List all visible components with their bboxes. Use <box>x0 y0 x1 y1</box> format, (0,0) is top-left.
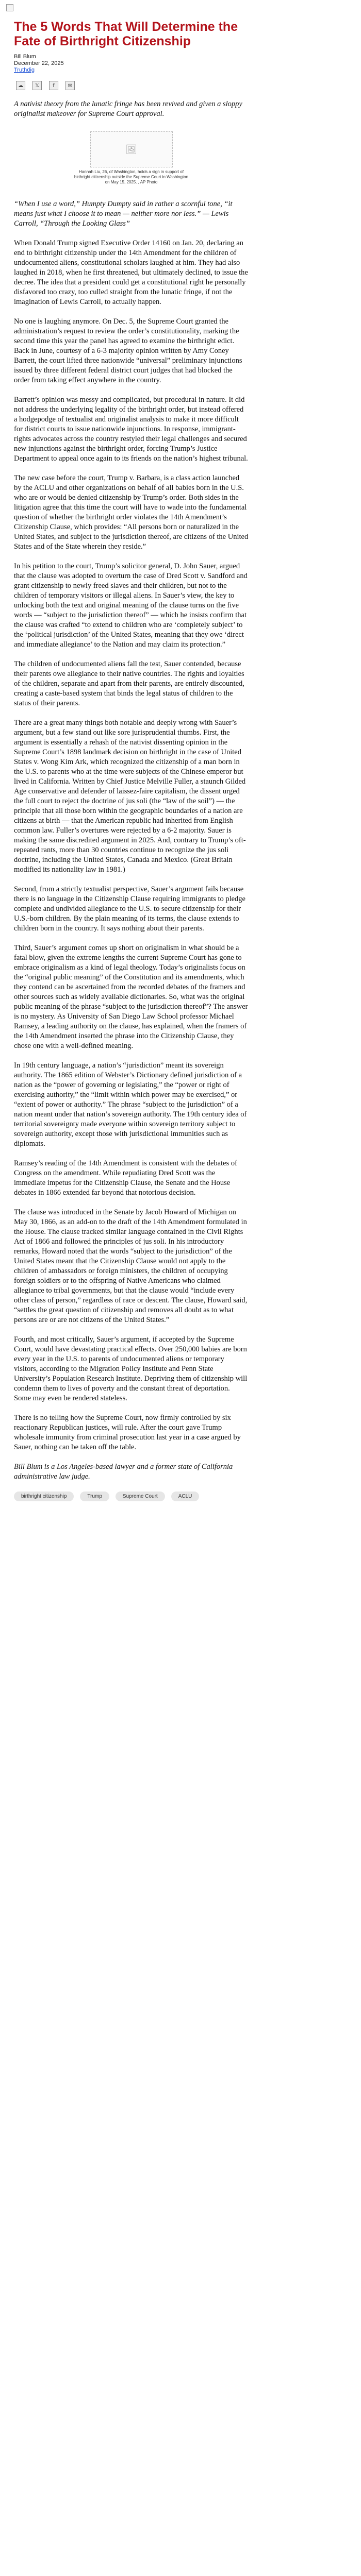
broken-image-icon <box>6 4 13 11</box>
article <box>14 20 249 1501</box>
article-title: The 5 Words That Will Determine the Fate of Birthright Citizenship <box>14 20 238 48</box>
article-image: 🖼 <box>90 131 173 167</box>
paragraph-9: Second, from a strictly textualist perspective, Sauer’s argument fails because there is no language in the Citizenship Clause requiring immigrants to pledge complete and undivided allegiance to the U.S. to secure citizenship for their U.S.-born children. By the plain meaning of its terms, the clause extends to children born in the country. It says nothing about their parents. <box>14 885 245 933</box>
paragraph-5: The new case before the court, Trump v. Barbara, is a class action launched by the ACLU and other organizations on behalf of all babies born in the U.S. who are or would be denied citizenship by Trump’s order. Both sides in the litigation agree that this time the court will have to wade into the fundamental question of whether the birthright order violates the 14th Amendment’s Citizenship Clause, which provides: “All persons born or naturalized in the United States, and subject to the jurisdiction thereof, are citizens of the United States and of the State wherein they reside.” <box>14 474 249 551</box>
byline <box>14 54 249 74</box>
tag-supreme-court[interactable]: Supreme Court <box>116 1492 165 1501</box>
tag-birthright-citizenship[interactable]: birthright citizenship <box>14 1492 74 1501</box>
paragraph-14: Fourth, and most critically, Sauer’s argument, if accepted by the Supreme Court, would have devastating practical effects. Over 250,000 babies are born every year in the U.S. to parents of undocumented aliens or temporary visitors, according to the Migration Policy Institute and Penn State University’s Population Research Institute. Depriving them of citizenship will condemn them to lives of poverty and the constant threat of deportation. Some may even be rendered stateless. <box>14 1335 248 1402</box>
twitter-icon[interactable]: 𝕏 <box>32 81 42 90</box>
paragraph-13: The clause was introduced in the Senate by Jacob Howard of Michigan on May 30, 1866, as an add-on to the draft of the 14th Amendment formulated in the House. The clause tracked similar language contained in the Civil Rights Act of 1866 and followed the principles of jus soli. In his introductory remarks, Howard noted that the words “subject to the jurisdiction” of the United States meant that the Citizenship Clause would not apply to the children of ambassadors or foreign ministers, the children of occupying foreign soldiers or to the offspring of Native Americans who claimed allegiance to tribal governments, but that the clause would “include every other class of person,” regardless of race or descent. The clause, Howard said, “settles the great question of citizenship and removes all doubt as to what persons are or are not citizens of the United States.” <box>14 1208 248 1324</box>
author-bio: Bill Blum is a Los Angeles-based lawyer and a former state of California administrative law judge. <box>14 1463 233 1481</box>
article-body <box>14 199 249 1482</box>
paragraph-2: When Donald Trump signed Executive Order 14160 on Jan. 20, declaring an end to birthright citizenship under the 14th Amendment for the children of undocumented aliens, constitutional scholars laughed at him. They had also laughed in 2018, when he first threatened, but ultimately declined, to issue the decree. The idea that a president could get a constitutional right he personally disfavored too crazy, too culled straight from the lunatic fringe, if not the imagination of Lewis Carroll, to actually happen. <box>14 239 248 306</box>
paragraph-8: There are a great many things both notable and deeply wrong with Sauer’s argument, but a few stand out like sore jurisprudential thumbs. First, the argument is essentially a rehash of the nativist dissenting opinion in the Supreme Court’s 1898 landmark decision on birthright in the case of United States v. Wong Kim Ark, which recognized the citizenship of a man born in the U.S. to parents who at the time were subjects of the Chinese emperor but lived in California. Written by Chief Justice Melville Fuller, a staunch Gilded Age conservative and defender of laissez-faire capitalism, the dissent urged the full court to reject the doctrine of jus soli (the “law of the soil”) — the principle that all those born within the geographic boundaries of a nation are citizens at birth — that the American republic had inherited from English common law. Fuller’s overtures were rejected by a 6-2 majority. Sauer is making the same discredited argument in 2025. And, contrary to Trump’s oft-repeated rants, more than 30 countries continue to recognize the jus soli doctrine, including the United States, Canada and Mexico. (Great Britain modified its nationality law in 1981.) <box>14 719 246 874</box>
paragraph-7: The children of undocumented aliens fall the test, Sauer contended, because their parents owe allegiance to their native countries. The rights and loyalties of the children, separate and apart from their parents, are entirely discounted, creating a caste-based system that binds the legal status of children to the status of their parents. <box>14 660 244 707</box>
paragraph-6: In his petition to the court, Trump’s solicitor general, D. John Sauer, argued that the clause was adopted to overturn the case of Dred Scott v. Sandford and grant citizenship to newly freed slaves and their children, but not to the children of temporary visitors or illegal aliens. In Sauer’s view, the key to unlocking both the text and original meaning of the clause turns on the five words — “subject to the jurisdiction thereof” — which he insists confirm that the clause was crafted “to extend to children who are ‘completely subject’ to the ‘political jurisdiction’ of the United States, meaning that they owe ‘direct and immediate allegiance’ to the Nation and may claim its protection.” <box>14 562 248 649</box>
share-bar <box>16 81 249 90</box>
author: Bill Blum <box>14 54 36 60</box>
paragraph-15: There is no telling how the Supreme Court, now firmly controlled by six reactionary Republican justices, will rule. After the court gave Trump wholesale immunity from criminal prosecution last year in a case argued by Sauer, nothing can be taken off the table. <box>14 1414 241 1451</box>
paragraph-10: Third, Sauer’s argument comes up short on originalism in what should be a fatal blow, given the extreme lengths the current Supreme Court has gone to embrace originalism as a kind of legal theology. Today’s originalists focus on the “original public meaning” of the Constitution and its amendments, which they contend can be ascertained from the recorded debates of the framers and other sources such as widely available dictionaries. So, what was the original public meaning of the phrase “subject to the jurisdiction thereof”? The answer is no mystery. As University of San Diego Law School professor Michael Ramsey, a leading authority on the clause, has explained, when the framers of the 14th Amendment inserted the phrase into the Citizenship Clause, they chose one with a well-defined meaning. <box>14 944 248 1050</box>
tag-trump[interactable]: Trump <box>80 1492 109 1501</box>
paragraph-12: Ramsey’s reading of the 14th Amendment is consistent with the debates of Congress on the amendment. While repudiating Dred Scott was the immediate impetus for the Citizenship Clause, the Senate and the House debates in 1866 extended far beyond that notorious decision. <box>14 1159 237 1197</box>
tag-aclu[interactable]: ACLU <box>171 1492 200 1501</box>
paragraph-3: No one is laughing anymore. On Dec. 5, the Supreme Court granted the administration’s request to review the order’s constitutionality, marking the second time this year the panel has agreed to examine the birthright edict. Back in June, courtesy of a 6-3 majority opinion written by Amy Coney Barrett, the court lifted three nationwide “universal” preliminary injunctions issued by three different federal district court judges that had blocked the order from taking effect anywhere in the country. <box>14 317 242 384</box>
article-figure <box>14 131 249 185</box>
publish-date: December 22, 2025 <box>14 60 64 66</box>
paragraph-1: “When I use a word,” Humpty Dumpty said in rather a scornful tone, “it means just what I choose it to mean — neither more nor less.” — Lewis Carroll, “Through the Looking Glass” <box>14 200 233 228</box>
tag-list <box>14 1492 236 1501</box>
facebook-icon[interactable]: f <box>49 81 58 90</box>
email-icon[interactable]: ✉ <box>65 81 75 90</box>
bluesky-icon[interactable]: ☁ <box>16 81 25 90</box>
image-caption: Hannah Liu, 26, of Washington, holds a sign in support of birthright citizenship outside the Supreme Court in Washington on May 15, 2025. , AP Photo <box>74 170 189 184</box>
paragraph-4: Barrett’s opinion was messy and complicated, but procedural in nature. It did not address the underlying legality of the birthright order, but instead offered a hodgepodge of textualist and originalist analysis to make it more difficult for district courts to issue nationwide injunctions. In response, immigrant-rights advocates across the country restyled their legal challenges and secured new injunctions against the birthright order, forcing Trump’s Justice Department to appeal once again to its friends on the nation’s highest tribunal. <box>14 396 248 463</box>
article-dek: A nativist theory from the lunatic fringe has been revived and given a sloppy originalist makeover for Supreme Court approval. <box>14 100 242 118</box>
section-link[interactable]: Truthdig <box>14 67 35 73</box>
paragraph-11: In 19th century language, a nation’s “jurisdiction” meant its sovereign authority. The 1865 edition of Webster’s Dictionary defined jurisdiction of a nation as the “power of governing or legislating,” the “power or right of exercising authority,” the “limit within which power may be exercised,” or “extent of power or authority.” The phrase “subject to the jurisdiction” of a nation meant under that nation’s sovereign authority. The 19th century idea of territorial sovereignty made everyone within sovereign territory subject to sovereign authority, except those with jurisdictional immunities such as diplomats. <box>14 1061 247 1148</box>
